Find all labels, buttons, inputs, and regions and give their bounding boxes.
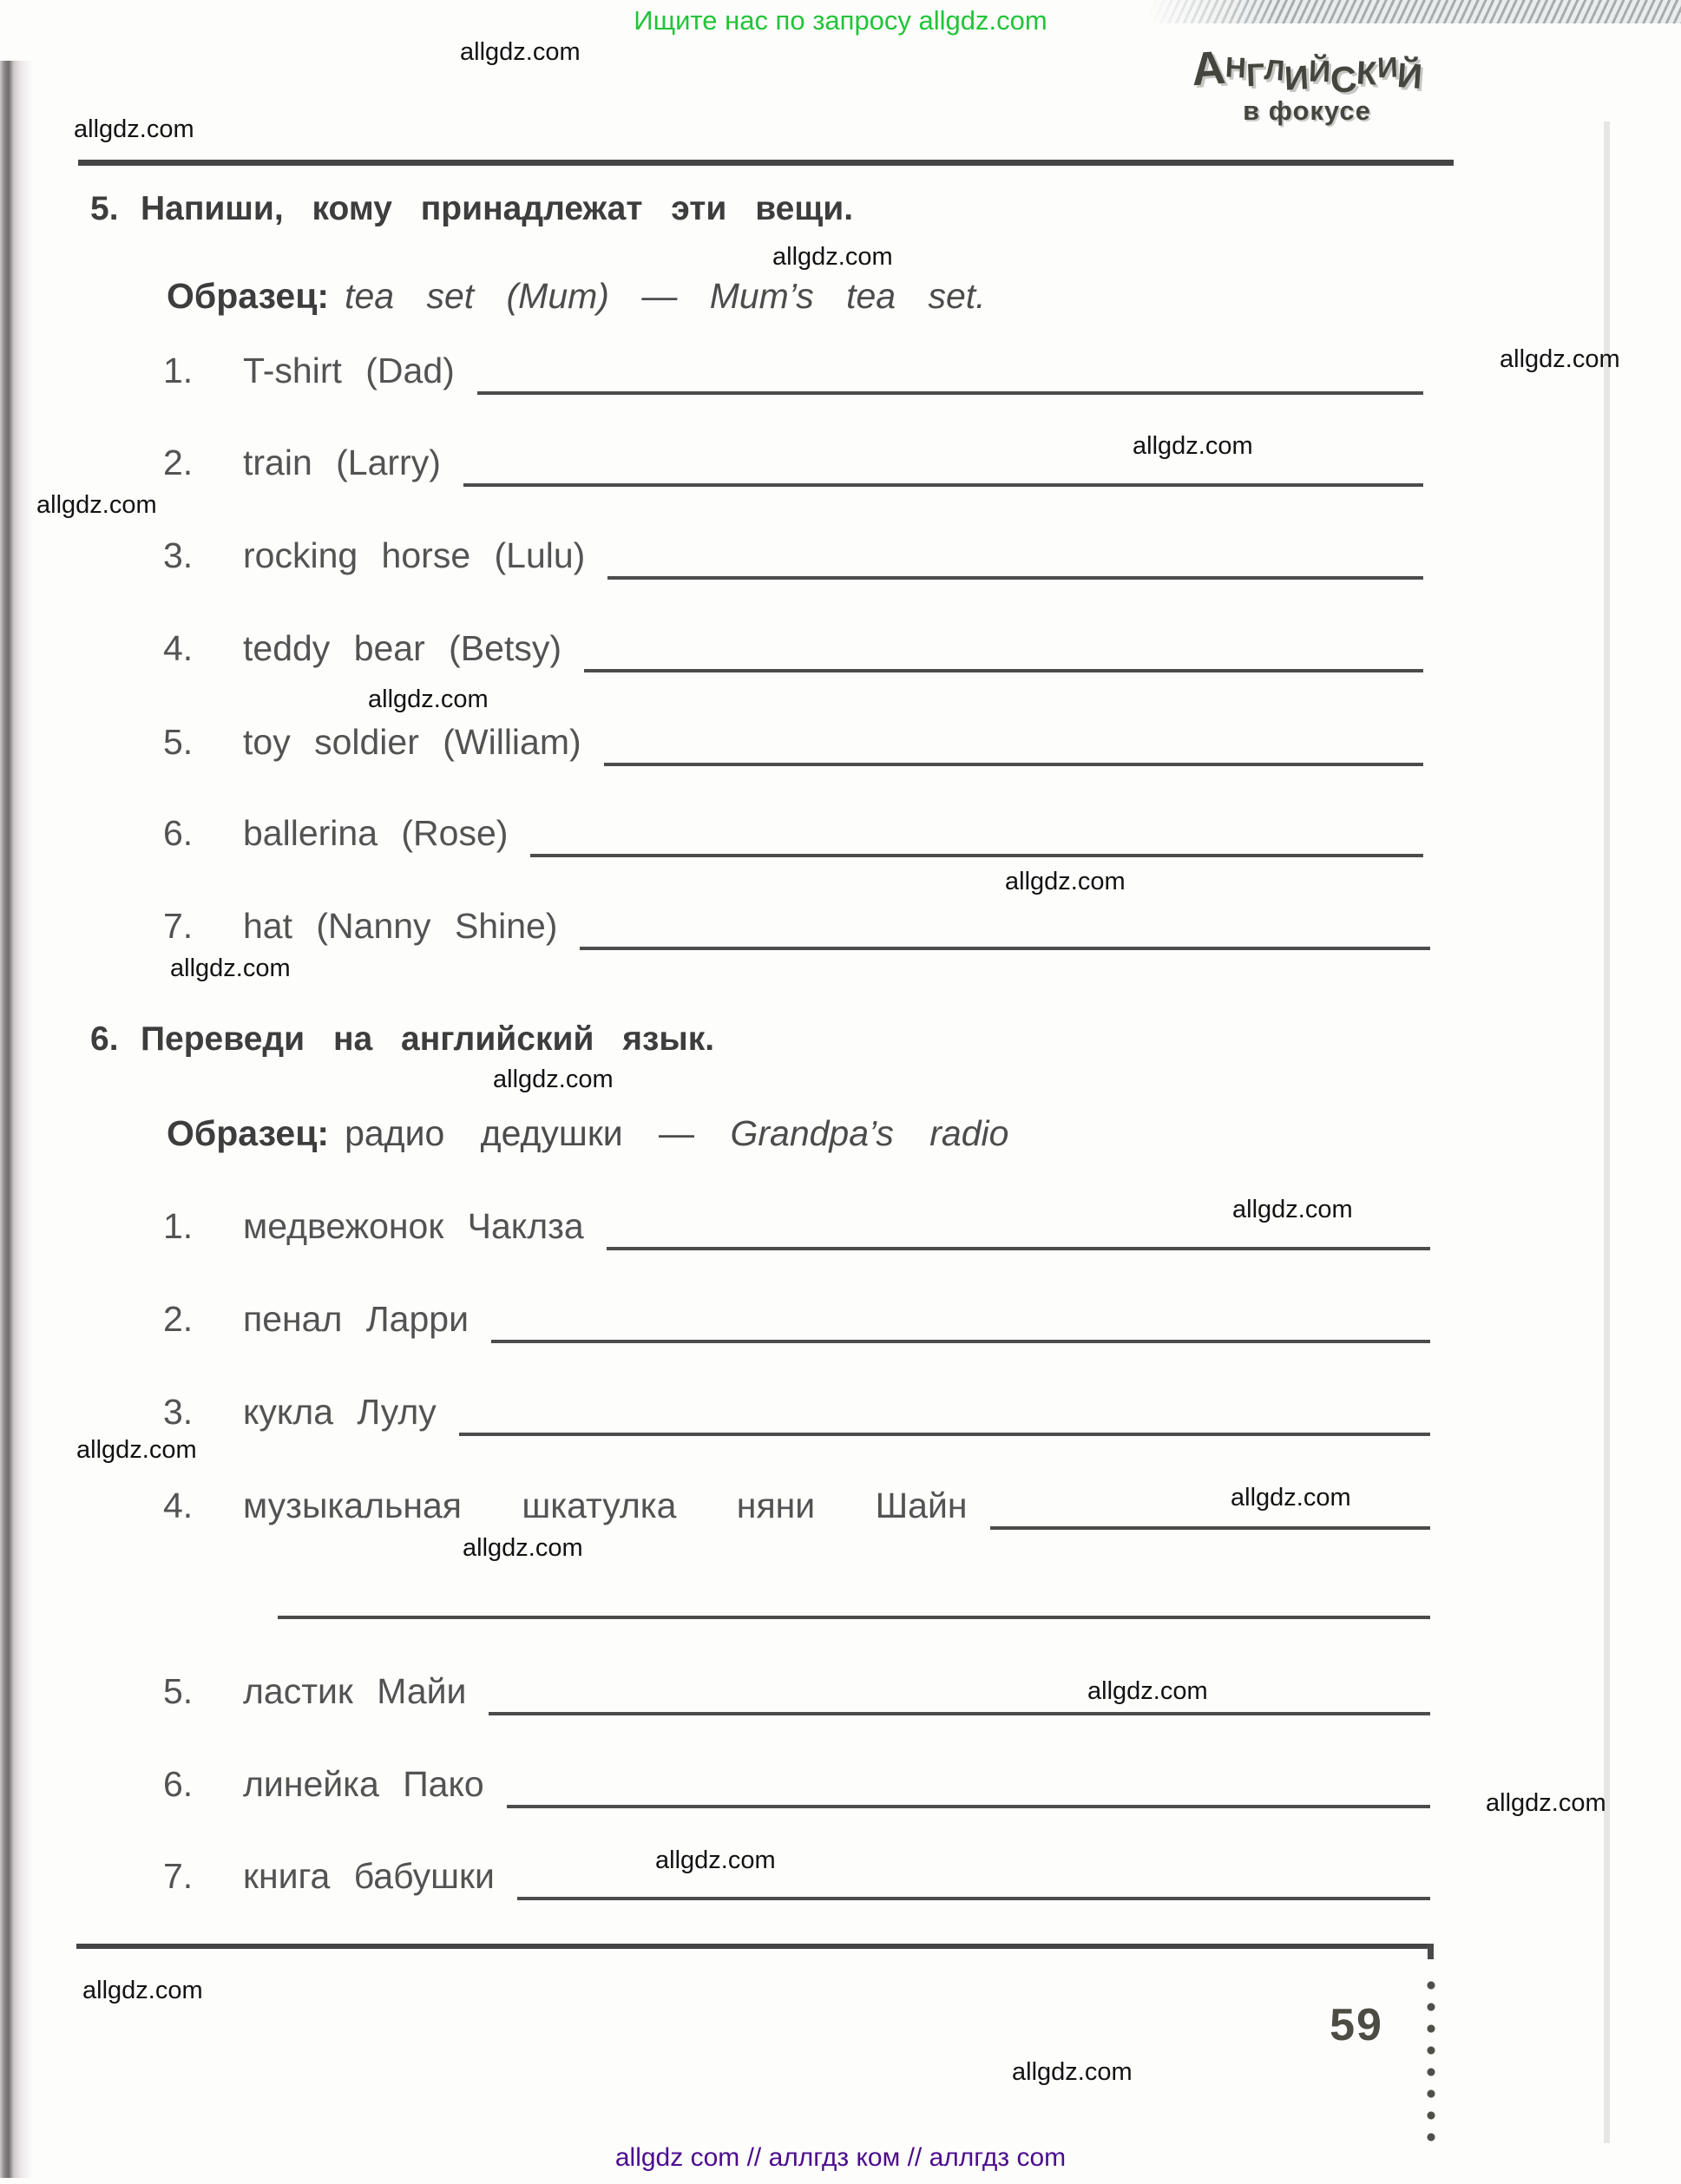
exercise6-item-2 xyxy=(163,1299,1430,1340)
watermark-text: allgdz.com xyxy=(772,243,893,271)
item-label: кукла Лулу xyxy=(243,1392,437,1432)
watermark-text: allgdz.com xyxy=(76,1436,197,1464)
sample-example: Grandpa’s radio xyxy=(730,1113,1009,1153)
exercise5-item-4 xyxy=(163,628,1423,669)
watermark-text: allgdz.com xyxy=(82,1977,203,2004)
watermark-text: allgdz.com xyxy=(1012,2058,1133,2086)
item-number: 3. xyxy=(163,535,194,575)
item-number: 3. xyxy=(163,1392,194,1432)
item-number: 4. xyxy=(163,1486,194,1525)
item-label: hat (Nanny Shine) xyxy=(243,906,558,946)
answer-blank[interactable] xyxy=(604,763,1423,766)
answer-blank[interactable] xyxy=(584,669,1423,672)
sample-label: Образец: xyxy=(167,276,330,316)
exercise5-item-7 xyxy=(163,906,1430,947)
watermark-text: allgdz.com xyxy=(1486,1789,1606,1817)
dotted-margin-line xyxy=(1427,1981,1435,2142)
exercise6-item-5 xyxy=(163,1671,1430,1712)
item-number: 1. xyxy=(163,1206,194,1246)
item-label: линейка Пако xyxy=(243,1764,484,1804)
exercise6-item-1 xyxy=(163,1206,1430,1247)
exercise6-header xyxy=(90,1020,714,1059)
answer-blank-continuation[interactable] xyxy=(278,1616,1430,1619)
answer-blank[interactable] xyxy=(990,1526,1430,1530)
item-label: rocking horse (Lulu) xyxy=(243,535,586,575)
top-divider xyxy=(78,160,1454,166)
watermark-text: allgdz.com xyxy=(493,1066,614,1093)
exercise5-item-5 xyxy=(163,722,1423,763)
footer-site-links: allgdz com // аллгдз ком // аллгдз com xyxy=(614,2143,1067,2172)
watermark-text: allgdz.com xyxy=(1087,1677,1208,1705)
exercise5-item-1 xyxy=(163,351,1423,391)
sample-label: Образец: xyxy=(167,1113,330,1153)
item-label: книга бабушки xyxy=(243,1856,495,1896)
answer-blank[interactable] xyxy=(459,1433,1430,1436)
item-number: 1. xyxy=(163,351,194,390)
answer-blank[interactable] xyxy=(491,1340,1430,1343)
answer-blank[interactable] xyxy=(489,1712,1430,1715)
item-number: 5. xyxy=(163,722,194,762)
item-number: 7. xyxy=(163,1856,194,1896)
bottom-divider-end-tick xyxy=(1428,1944,1434,1959)
exercise-title: Напиши, кому принадлежат эти вещи. xyxy=(141,190,854,227)
watermark-text: allgdz.com xyxy=(36,491,157,519)
item-label: медвежонок Чаклза xyxy=(243,1206,584,1246)
item-label: train (Larry) xyxy=(243,443,441,482)
item-label: toy soldier (William) xyxy=(243,722,581,762)
answer-blank[interactable] xyxy=(477,391,1423,395)
page-number: 59 xyxy=(1330,2000,1383,2050)
exercise6-item-3 xyxy=(163,1392,1430,1433)
watermark-text: allgdz.com xyxy=(1005,868,1126,895)
item-number: 2. xyxy=(163,443,194,482)
sample-example: tea set (Mum) — Mum’s tea set. xyxy=(345,276,986,316)
answer-blank[interactable] xyxy=(607,576,1423,580)
exercise6-item-6 xyxy=(163,1764,1430,1805)
watermark-text: allgdz.com xyxy=(1133,432,1253,460)
watermark-text: allgdz.com xyxy=(1500,345,1620,373)
watermark-text: allgdz.com xyxy=(170,954,291,982)
answer-blank[interactable] xyxy=(463,483,1423,487)
exercise-number: 6. xyxy=(90,1020,119,1058)
item-number: 6. xyxy=(163,1764,194,1804)
answer-blank[interactable] xyxy=(517,1897,1430,1900)
exercise5-header xyxy=(90,190,853,228)
answer-blank[interactable] xyxy=(507,1805,1430,1808)
item-number: 2. xyxy=(163,1299,194,1339)
item-label: ластик Майи xyxy=(243,1671,467,1711)
book-spine-shadow xyxy=(0,61,33,2178)
exercise5-sample xyxy=(167,276,986,317)
item-label: teddy bear (Betsy) xyxy=(243,628,561,668)
exercise5-item-6 xyxy=(163,813,1423,854)
bottom-divider xyxy=(76,1944,1434,1949)
item-number: 5. xyxy=(163,1671,194,1711)
exercise6-sample xyxy=(167,1113,1008,1154)
item-number: 6. xyxy=(163,813,194,853)
page-edge-shadow xyxy=(1604,121,1610,2143)
watermark-text: allgdz.com xyxy=(1231,1484,1351,1512)
answer-blank[interactable] xyxy=(580,947,1430,950)
exercise-title: Переведи на английский язык. xyxy=(141,1020,715,1058)
watermark-text: allgdz.com xyxy=(463,1534,583,1562)
watermark-text: allgdz.com xyxy=(655,1846,776,1874)
item-label: пенал Ларри xyxy=(243,1299,469,1339)
answer-blank[interactable] xyxy=(607,1247,1430,1250)
item-label: ballerina (Rose) xyxy=(243,813,509,853)
watermark-text: allgdz.com xyxy=(368,685,489,713)
exercise-number: 5. xyxy=(90,190,119,227)
exercise5-item-2 xyxy=(163,443,1423,483)
item-number: 7. xyxy=(163,906,194,946)
exercise6-item-7 xyxy=(163,1856,1430,1897)
watermark-text: allgdz.com xyxy=(74,115,194,143)
item-label: музыкальная шкатулка няни Шайн xyxy=(243,1486,968,1525)
item-number: 4. xyxy=(163,628,194,668)
watermark-text: allgdz.com xyxy=(460,38,581,66)
promo-banner: Ищите нас по запросу allgdz.com xyxy=(634,5,1047,36)
logo-subtitle-text: в фокусе xyxy=(1243,95,1371,126)
logo-title-text: АНГЛИЙСКИЙ xyxy=(1189,41,1424,102)
answer-blank[interactable] xyxy=(530,854,1423,857)
exercise5-item-3 xyxy=(163,535,1423,576)
watermark-text: allgdz.com xyxy=(1232,1196,1353,1223)
exercise6-item-4 xyxy=(163,1486,1430,1526)
logo-spotlight xyxy=(1177,41,1437,127)
sample-plain: радио дедушки — xyxy=(345,1113,695,1153)
item-label: T-shirt (Dad) xyxy=(243,351,455,390)
